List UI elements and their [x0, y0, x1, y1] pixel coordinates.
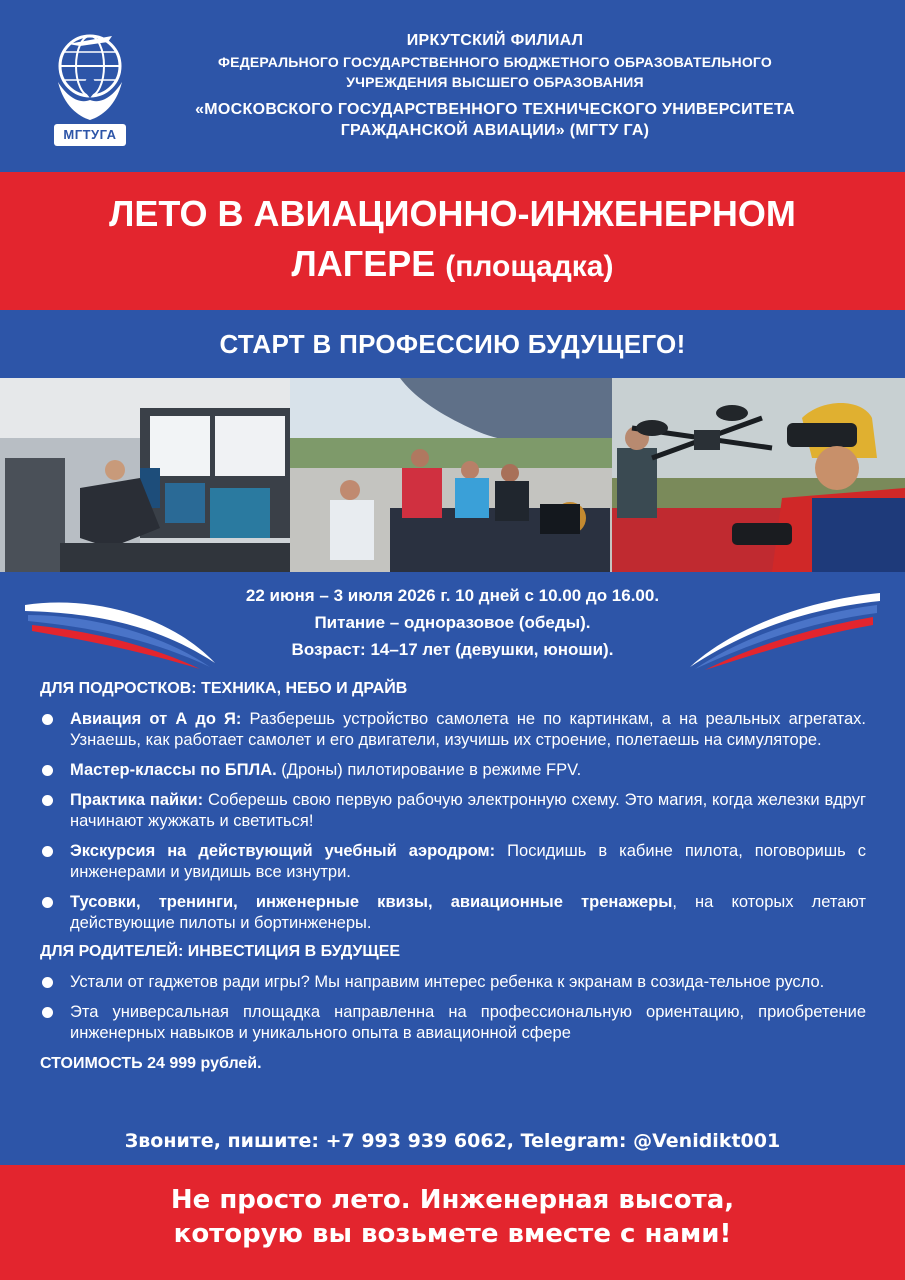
teens-heading: ДЛЯ ПОДРОСТКОВ: ТЕХНИКА, НЕБО И ДРАЙВ — [40, 680, 408, 697]
drone-fpv-photo — [612, 378, 905, 572]
list-item-text: Устали от гаджетов ради игры? Мы направим интерес ребенка к экранам в созида-тельное русло. — [70, 973, 825, 991]
org-line-2: ФЕДЕРАЛЬНОГО ГОСУДАРСТВЕННОГО БЮДЖЕТНОГО ОБРАЗОВАТЕЛЬНОГО — [218, 54, 772, 70]
photo-strip — [0, 378, 905, 572]
list-item-title: Мастер-классы по БПЛА. — [70, 761, 277, 779]
list-item-title: Тусовки, тренинги, инженерные квизы, авиационные тренажеры — [70, 893, 673, 911]
parents-list — [40, 972, 866, 1044]
camp-food: Питание – одноразовое (обеды). — [314, 613, 591, 632]
list-item — [40, 790, 866, 832]
contact-info: Звоните, пишите: +7 993 939 6062, Telegram: @Venidikt001 — [124, 1130, 781, 1152]
header — [0, 0, 905, 170]
logo-plate: МГТУГА — [54, 124, 126, 146]
bullet-icon — [42, 714, 53, 725]
bullet-icon — [42, 765, 53, 776]
list-item — [40, 709, 866, 751]
organization-name — [150, 30, 840, 142]
camp-details — [0, 582, 905, 663]
footer-line-1: Не просто лето. Инженерная высота, — [170, 1185, 735, 1215]
bullet-icon — [42, 1007, 53, 1018]
camp-age: Возраст: 14–17 лет (девушки, юноши). — [291, 640, 614, 659]
title-subtitle: (площадка) — [445, 250, 614, 283]
slogan: СТАРТ В ПРОФЕССИЮ БУДУЩЕГО! — [219, 329, 686, 359]
list-item-text: Эта универсальная площадка направленна на профессиональную ориентацию, приобретение инженерных навыков и уникального опыта в авиационной сфере — [70, 1003, 866, 1042]
list-item — [40, 841, 866, 883]
price: СТОИМОСТЬ 24 999 рублей. — [40, 1055, 262, 1072]
list-item-title: Экскурсия на действующий учебный аэродром: — [70, 842, 496, 860]
bullet-icon — [42, 795, 53, 806]
program-description — [40, 678, 866, 1074]
parents-heading: ДЛЯ РОДИТЕЛЕЙ: ИНВЕСТИЦИЯ В БУДУЩЕЕ — [40, 943, 401, 960]
footer-band — [0, 1165, 905, 1280]
list-item-text: Разберешь устройство самолета не по картинкам, а на реальных агрегатах. Узнаешь, как работает самолет и его двигатели, изучишь их строение, полетаешь на симуляторе. — [70, 710, 867, 749]
aerodrome-workshop-photo — [290, 378, 612, 572]
list-item-title: Практика пайки: — [70, 791, 204, 809]
bullet-icon — [42, 846, 53, 857]
flight-simulator-photo — [0, 378, 290, 572]
title-main-word: ЛАГЕРЕ — [291, 243, 436, 284]
list-item-text: , на которых летают действующие пилоты и бортинженеры. — [70, 893, 866, 932]
org-line-3: УЧРЕЖДЕНИЯ ВЫСШЕГО ОБРАЗОВАНИЯ — [346, 74, 644, 90]
org-line-4: «МОСКОВСКОГО ГОСУДАРСТВЕННОГО ТЕХНИЧЕСКОГО УНИВЕРСИТЕТА — [195, 101, 795, 118]
org-line-5: ГРАЖДАНСКОЙ АВИАЦИИ» (МГТУ ГА) — [340, 122, 650, 139]
list-item-text: Посидишь в кабине пилота, поговоришь с инженерами и увидишь все изнутри. — [70, 842, 867, 881]
title-band — [0, 172, 905, 310]
bullet-icon — [42, 977, 53, 988]
mgtu-ga-emblem-icon — [50, 28, 130, 126]
list-item — [40, 1002, 866, 1044]
list-item-text: (Дроны) пилотирование в режиме FPV. — [276, 761, 582, 779]
list-item — [40, 972, 866, 993]
list-item-title: Авиация от А до Я: — [70, 710, 242, 728]
teens-list — [40, 709, 866, 934]
footer-line-2: которую вы возьмете вместе с нами! — [173, 1219, 732, 1249]
list-item — [40, 892, 866, 934]
university-logo — [50, 28, 130, 146]
bullet-icon — [42, 897, 53, 908]
org-branch: ИРКУТСКИЙ ФИЛИАЛ — [406, 32, 584, 49]
list-item — [40, 760, 866, 781]
title-line-2 — [0, 242, 905, 289]
camp-dates: 22 июня – 3 июля 2026 г. 10 дней с 10.00 до 16.00. — [245, 586, 660, 605]
list-item-text: Соберешь свою первую рабочую электронную схему. Это магия, когда железки вдруг начинают жужжать и светиться! — [70, 791, 866, 830]
title-line-1: ЛЕТО В АВИАЦИОННО-ИНЖЕНЕРНОМ — [109, 193, 796, 234]
